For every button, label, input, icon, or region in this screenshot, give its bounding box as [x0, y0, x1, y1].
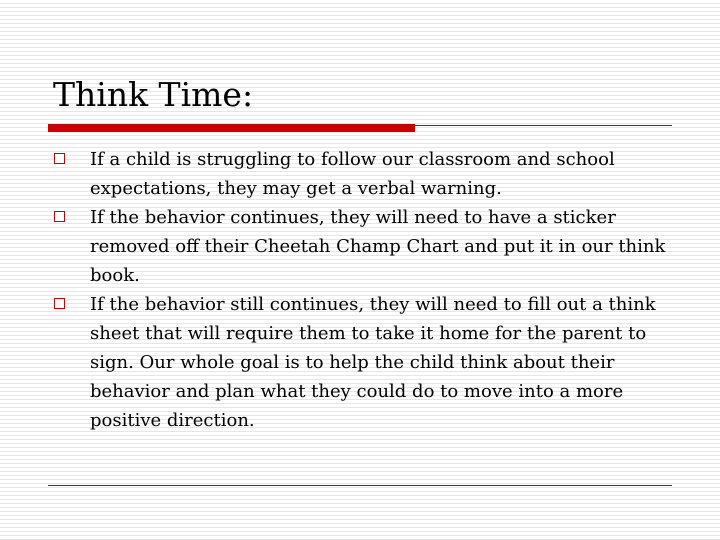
slide-title: Think Time: [53, 75, 254, 114]
hollow-square-bullet-icon [54, 153, 65, 164]
title-divider-accent-bar [48, 124, 415, 132]
bullet-text: If the behavior continues, they will need to have a sticker removed off their Cheetah Champ Chart and put it in our think book. [90, 207, 666, 286]
footer-divider [48, 485, 672, 486]
bullet-text: If a child is struggling to follow our classroom and school expectations, they may get a verbal warning. [90, 149, 615, 199]
bullet-list [54, 145, 684, 435]
bullet-text: If the behavior still continues, they will need to fill out a think sheet that will require them to take it home for the parent to sign. Our whole goal is to help the child think about their behavior and plan what they could do to move into a more positive direction. [90, 294, 656, 431]
title-divider [48, 124, 672, 133]
hollow-square-bullet-icon [54, 211, 65, 222]
bullet-item [54, 203, 684, 290]
hollow-square-bullet-icon [54, 298, 65, 309]
bullet-item [54, 290, 684, 435]
bullet-item [54, 145, 684, 203]
